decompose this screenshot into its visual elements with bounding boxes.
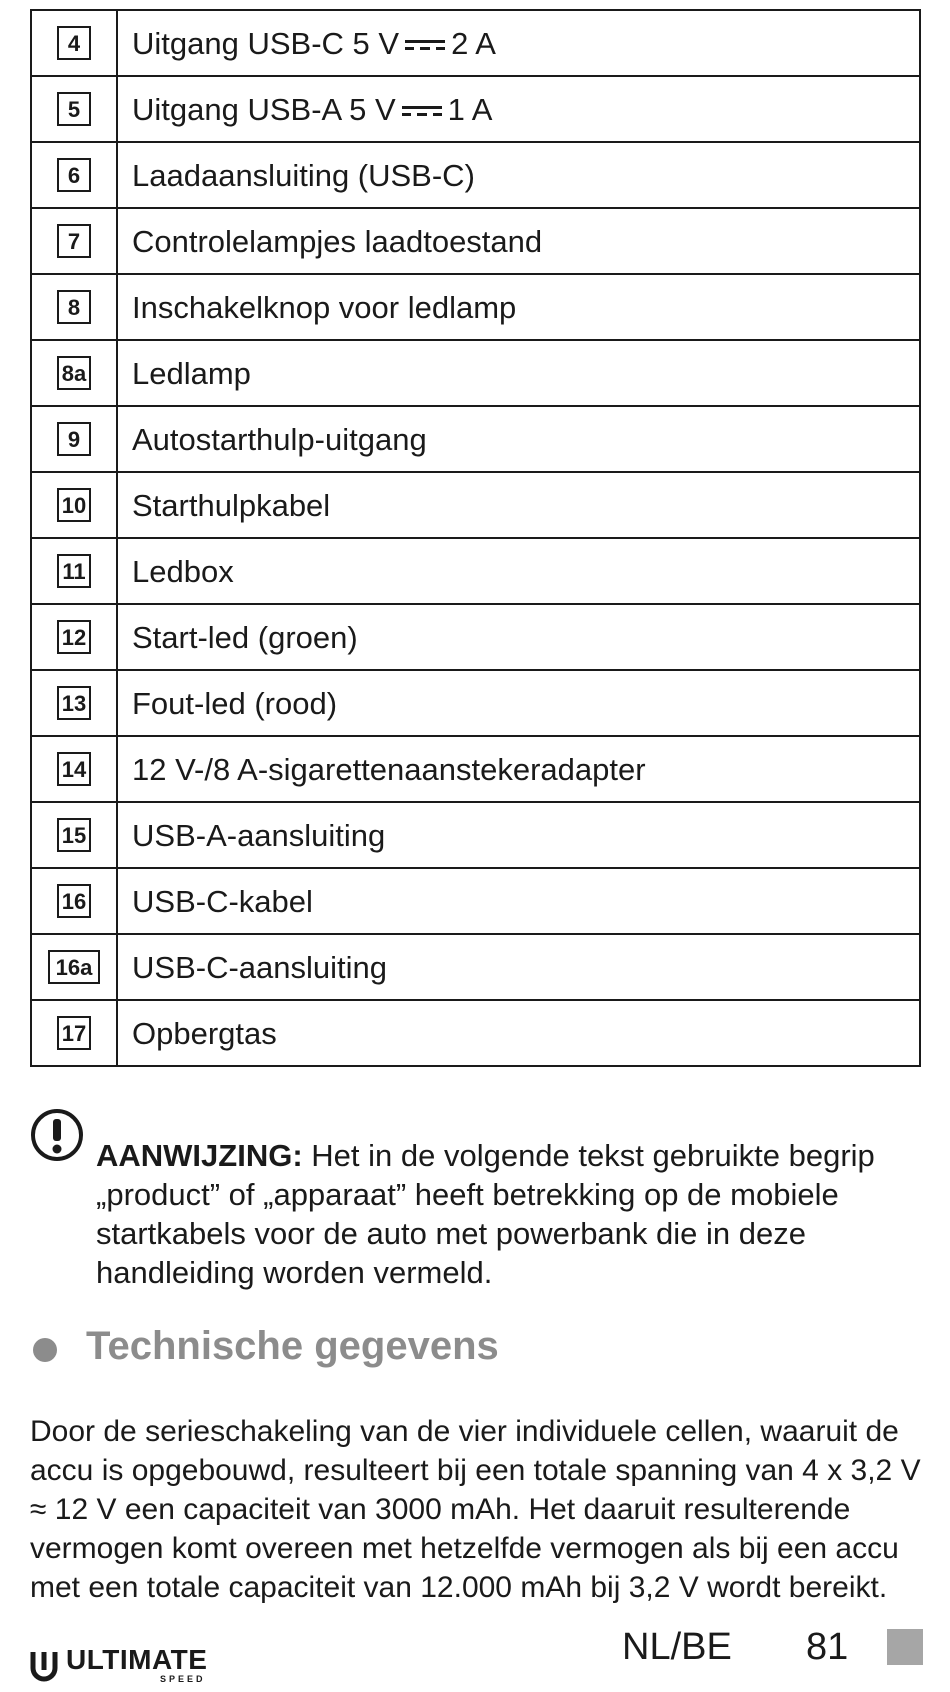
part-label: Controlelampjes laadtoestand [132,223,543,259]
part-label-cell [117,538,920,604]
part-label-cell [117,802,920,868]
part-number-cell [31,538,117,604]
table-row [31,10,920,76]
part-label-cell [117,340,920,406]
part-number: 14 [57,752,91,786]
exclamation-circle-icon [30,1108,84,1162]
part-label-cell [117,868,920,934]
part-label-cell [117,472,920,538]
page-marker-square [887,1629,923,1665]
part-label-cell [117,76,920,142]
footer-language: NL/BE [622,1626,732,1668]
page-number: 81 [806,1626,849,1668]
part-number: 11 [57,554,91,588]
part-number: 9 [57,422,91,456]
part-label: Uitgang USB-C 5 V [132,25,400,61]
part-label-cell [117,142,920,208]
parts-table-body [31,10,920,1066]
part-label: USB-C-kabel [132,883,313,919]
part-number: 10 [57,488,91,522]
table-row [31,472,920,538]
part-label: Start-led (groen) [132,619,358,655]
brand-logo-sub: SPEED [160,1674,206,1684]
part-number-cell [31,868,117,934]
part-number-cell [31,736,117,802]
part-number: 16a [48,950,100,984]
part-number: 16 [57,884,91,918]
note-body: Het in de volgende tekst gebruikte begrip „product” of „apparaat” heeft betrekking op de mobiele startkabels voor de auto met powerbank die in deze handleiding worden vermeld. [96,1138,875,1290]
part-number: 4 [57,26,91,60]
table-row [31,142,920,208]
part-number-cell [31,472,117,538]
body-paragraph: Door de serieschakeling van de vier individuele cellen, waaruit de accu is opgebouwd, resulteert bij een totale spanning van 4 x 3,2 V ≈ 12 V een capaciteit van 3000 mAh. Het daaruit resulterende vermogen komt overeen met hetzelfde vermogen als bij een accu met een totale capaciteit van 12.000 mAh bij 3,2 V wordt bereikt. [30,1415,921,1604]
note-text [96,1108,930,1292]
part-label: Ledlamp [132,355,251,391]
section-title: Technische gegevens [86,1324,499,1368]
table-row [31,670,920,736]
table-row [31,208,920,274]
part-number-cell [31,76,117,142]
part-label-suffix: 1 A [447,91,493,127]
part-number: 17 [57,1016,91,1050]
part-label: Uitgang USB-A 5 V [132,91,396,127]
brand-logo-word: ULTIMATE [66,1644,208,1675]
part-label: Autostarthulp-uitgang [132,421,427,457]
table-row [31,340,920,406]
part-label: USB-C-aansluiting [132,949,387,985]
part-number: 12 [57,620,91,654]
table-row [31,868,920,934]
part-number: 8 [57,290,91,324]
part-label: Laadaansluiting (USB-C) [132,157,475,193]
part-label: 12 V-/8 A-sigarettenaanstekeradapter [132,751,646,787]
part-label-suffix: 2 A [451,25,496,61]
dc-symbol-icon [405,39,445,51]
part-label: Inschakelknop voor ledlamp [132,289,517,325]
part-label-cell [117,406,920,472]
part-number-cell [31,142,117,208]
table-row [31,604,920,670]
part-number: 5 [57,92,91,126]
part-number: 8a [57,356,91,390]
brand-logo-icon [28,1648,60,1682]
part-number-cell [31,406,117,472]
part-label-cell [117,274,920,340]
table-row [31,406,920,472]
table-row [31,538,920,604]
part-number-cell [31,340,117,406]
parts-table [30,9,921,1067]
table-row [31,1000,920,1066]
part-label-cell [117,208,920,274]
part-number: 6 [57,158,91,192]
table-row [31,736,920,802]
part-number-cell [31,10,117,76]
part-label-cell [117,604,920,670]
part-label-cell [117,670,920,736]
note-block [30,1108,930,1292]
part-number: 7 [57,224,91,258]
dc-symbol-icon [402,105,442,117]
part-number-cell [31,1000,117,1066]
part-number: 15 [57,818,91,852]
table-row [31,934,920,1000]
part-label: Opbergtas [132,1015,277,1051]
part-label: Fout-led (rood) [132,685,338,721]
part-label-cell [117,736,920,802]
note-lead: AANWIJZING: [96,1138,303,1173]
bullet-icon [33,1338,57,1362]
part-number: 13 [57,686,91,720]
part-number-cell [31,802,117,868]
table-row [31,274,920,340]
part-label-cell [117,1000,920,1066]
part-label: Starthulpkabel [132,487,331,523]
table-row [31,76,920,142]
part-number-cell [31,208,117,274]
part-number-cell [31,934,117,1000]
part-label-cell [117,10,920,76]
part-number-cell [31,670,117,736]
part-label: USB-A-aansluiting [132,817,386,853]
part-label-cell [117,934,920,1000]
part-label: Ledbox [132,553,234,589]
part-number-cell [31,604,117,670]
table-row [31,802,920,868]
part-number-cell [31,274,117,340]
